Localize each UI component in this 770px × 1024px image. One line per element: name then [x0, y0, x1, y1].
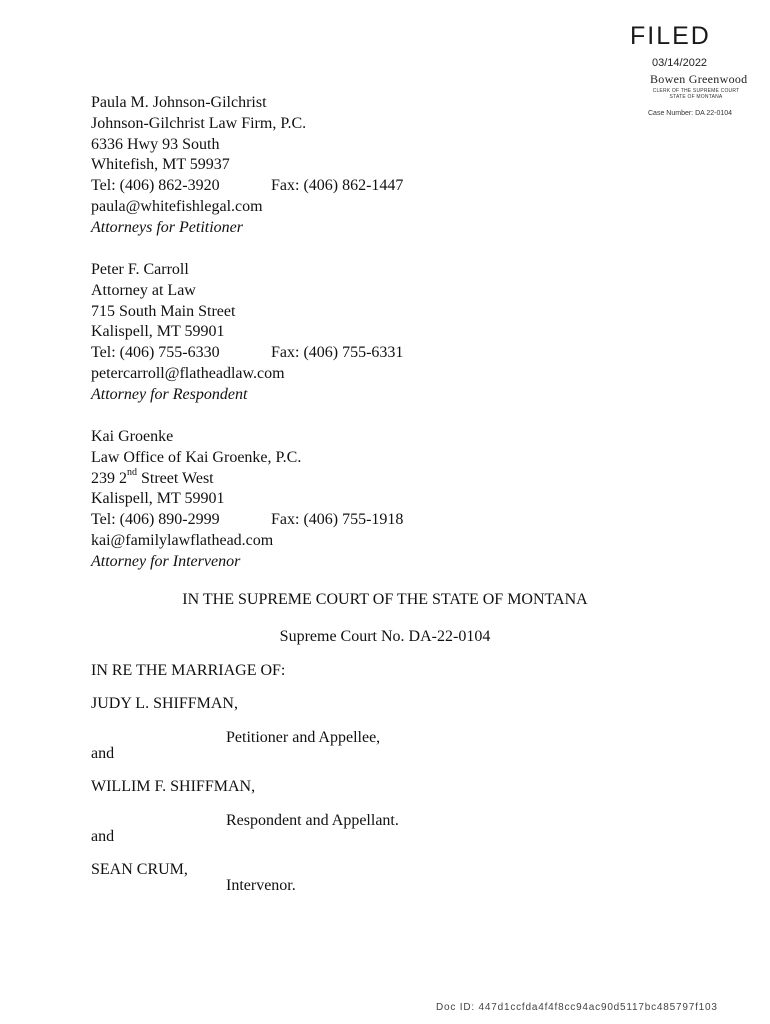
attorney-address-line-1: 715 South Main Street	[91, 302, 236, 320]
attorney-firm: Law Office of Kai Groenke, P.C.	[91, 448, 302, 466]
attorney-email: kai@familylawflathead.com	[91, 531, 274, 549]
party-petitioner-name: JUDY L. SHIFFMAN,	[91, 695, 238, 712]
filed-date: 03/14/2022	[652, 57, 708, 69]
attorney-address-line-2: Kalispell, MT 59901	[91, 323, 225, 341]
attorney-phone-row	[91, 343, 404, 364]
attorney-role: Attorneys for Petitioner	[91, 218, 243, 236]
party-respondent-name: WILLIM F. SHIFFMAN,	[91, 778, 256, 795]
attorney-tel: Tel: (406) 755-6330	[91, 344, 220, 362]
and-connector-1: and	[91, 745, 115, 762]
clerk-title-line-2: STATE OF MONTANA	[669, 94, 723, 100]
clerk-title	[646, 88, 746, 100]
attorney-fax: Fax: (406) 862-1447	[271, 177, 404, 195]
attorney-email: paula@whitefishlegal.com	[91, 197, 263, 215]
attorney-firm: Johnson-Gilchrist Law Firm, P.C.	[91, 114, 307, 132]
filed-stamp-title: FILED	[630, 22, 711, 50]
attorney-phone-row	[91, 510, 404, 531]
clerk-signature: Bowen Greenwood	[650, 72, 748, 86]
attorney-fax: Fax: (406) 755-6331	[271, 344, 404, 362]
attorney-fax: Fax: (406) 755-1918	[271, 511, 404, 529]
attorney-address-line-1: 6336 Hwy 93 South	[91, 135, 220, 153]
attorney-name: Peter F. Carroll	[91, 261, 189, 278]
attorney-phone-row	[91, 176, 404, 197]
attorney-address-line-2: Kalispell, MT 59901	[91, 490, 225, 508]
attorney-address-line-2: Whitefish, MT 59937	[91, 156, 230, 174]
attorney-firm: Attorney at Law	[91, 281, 196, 299]
attorney-tel: Tel: (406) 862-3920	[91, 177, 220, 195]
attorney-role: Attorney for Intervenor	[91, 552, 241, 570]
attorney-address-line-1	[91, 469, 301, 490]
attorney-email: petercarroll@flatheadlaw.com	[91, 364, 285, 382]
attorney-block-intervenor	[91, 427, 404, 573]
case-number-stamp: Case Number: DA 22-0104	[648, 110, 733, 117]
court-heading: IN THE SUPREME COURT OF THE STATE OF MONTANA	[182, 591, 588, 608]
doc-id-footer: Doc ID: 447d1ccfda4f4f8cc94ac90d5117bc485797f103	[436, 1002, 718, 1013]
address-street: Street West	[137, 469, 214, 487]
attorney-name: Kai Groenke	[91, 428, 174, 445]
attorney-name: Paula M. Johnson-Gilchrist	[91, 94, 267, 111]
clerk-title-line-1: CLERK OF THE SUPREME COURT	[652, 88, 740, 94]
in-re-heading: IN RE THE MARRIAGE OF:	[91, 662, 286, 679]
attorney-block-petitioner	[91, 93, 404, 239]
party-petitioner-role: Petitioner and Appellee,	[226, 729, 381, 746]
attorney-block-respondent	[91, 260, 404, 406]
supreme-court-case-number: Supreme Court No. DA-22-0104	[279, 628, 491, 645]
party-intervenor-name: SEAN CRUM,	[91, 861, 188, 878]
attorney-tel: Tel: (406) 890-2999	[91, 511, 220, 529]
and-connector-2: and	[91, 828, 115, 845]
attorney-role: Attorney for Respondent	[91, 385, 248, 403]
ordinal-suffix: nd	[127, 467, 137, 479]
party-respondent-role: Respondent and Appellant.	[226, 812, 399, 829]
address-number: 239 2	[91, 469, 127, 487]
party-intervenor-role: Intervenor.	[226, 877, 296, 894]
